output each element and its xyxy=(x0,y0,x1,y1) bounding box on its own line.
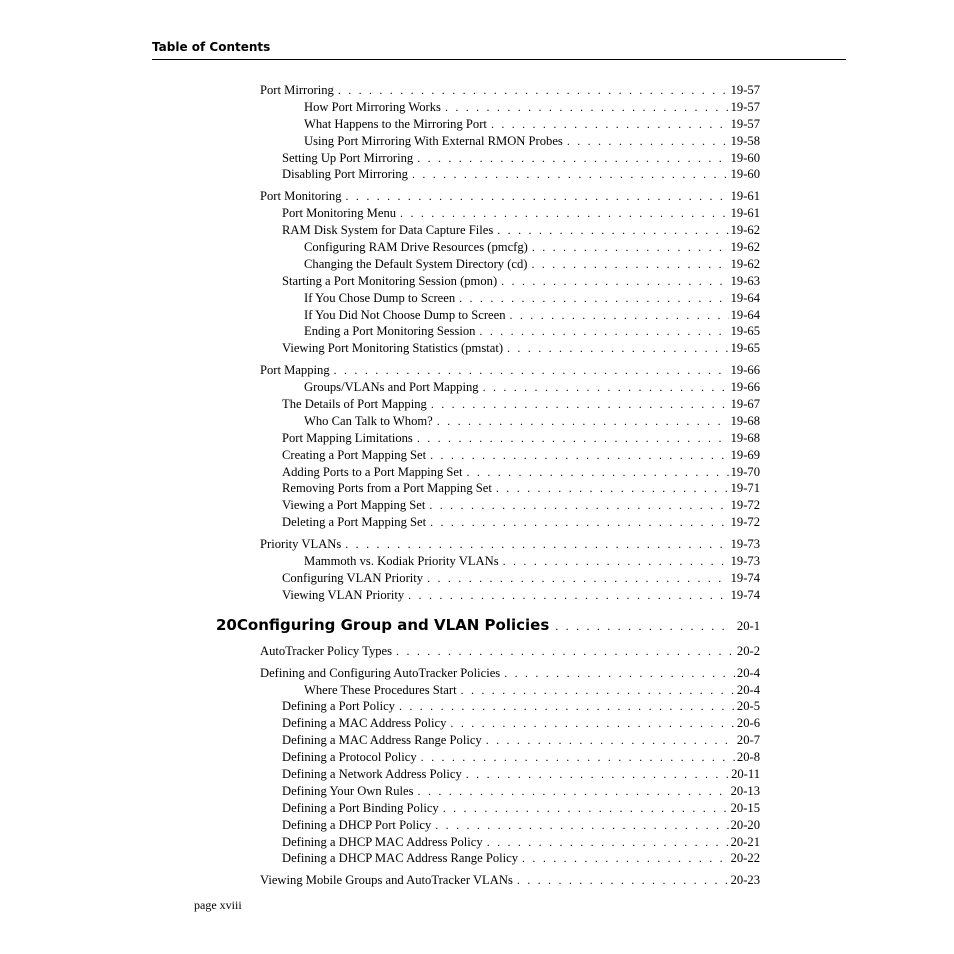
toc-entry[interactable] xyxy=(260,273,760,290)
toc-entry-title: RAM Disk System for Data Capture Files xyxy=(282,223,494,238)
toc-entry[interactable] xyxy=(260,783,760,800)
dot-leader xyxy=(501,273,728,290)
toc-entry-title: Creating a Port Mapping Set xyxy=(282,447,427,462)
dot-leader xyxy=(427,570,729,587)
dot-leader xyxy=(497,222,728,239)
toc-entry-page-number: 19-57 xyxy=(730,116,760,131)
dot-leader xyxy=(430,514,729,531)
dot-leader xyxy=(450,715,734,732)
dot-leader xyxy=(431,396,729,413)
toc-entry[interactable] xyxy=(260,340,760,357)
toc-entry-page-number: 19-74 xyxy=(730,570,760,585)
toc-entry[interactable] xyxy=(260,682,760,699)
table-of-contents xyxy=(216,82,760,894)
toc-entry-title: Port Monitoring Menu xyxy=(282,206,397,221)
toc-entry-title: Deleting a Port Mapping Set xyxy=(282,515,427,530)
toc-entry[interactable] xyxy=(260,817,760,834)
toc-entry-title: Groups/VLANs and Port Mapping xyxy=(304,380,479,395)
dot-leader xyxy=(507,340,729,357)
dot-leader xyxy=(430,447,729,464)
toc-entry-title: Defining a MAC Address Policy xyxy=(282,716,447,731)
toc-entry[interactable] xyxy=(260,256,760,273)
toc-entry[interactable] xyxy=(260,850,760,867)
toc-entry-title: Defining a MAC Address Range Policy xyxy=(282,733,482,748)
toc-entry-page-number: 19-74 xyxy=(730,587,760,602)
dot-leader xyxy=(510,307,729,324)
toc-entry[interactable] xyxy=(260,715,760,732)
toc-entry-title: Configuring RAM Drive Resources (pmcfg) xyxy=(304,240,528,255)
toc-entry-title: Port Mapping xyxy=(260,363,330,378)
toc-entry[interactable] xyxy=(260,133,760,150)
dot-leader xyxy=(532,239,729,256)
toc-entry-page-number: 19-66 xyxy=(730,363,760,378)
dot-leader xyxy=(412,166,729,183)
toc-group xyxy=(260,362,760,531)
toc-entry-page-number: 20-2 xyxy=(736,643,760,658)
toc-entry[interactable] xyxy=(260,536,760,553)
dot-leader xyxy=(417,430,729,447)
toc-entry[interactable] xyxy=(260,430,760,447)
dot-leader xyxy=(503,553,729,570)
chapter-number: 20 xyxy=(216,615,237,634)
toc-entry-page-number: 19-62 xyxy=(730,256,760,271)
toc-entry-page-number: 19-62 xyxy=(730,223,760,238)
dot-leader xyxy=(399,698,735,715)
dot-leader xyxy=(486,732,735,749)
toc-entry[interactable] xyxy=(260,570,760,587)
dot-leader xyxy=(338,82,729,99)
toc-entry-title: Defining a Port Policy xyxy=(282,699,395,714)
toc-entry[interactable] xyxy=(260,379,760,396)
toc-entry[interactable] xyxy=(260,872,760,889)
toc-entry[interactable] xyxy=(260,166,760,183)
dot-leader xyxy=(461,682,735,699)
dot-leader xyxy=(435,817,728,834)
dot-leader xyxy=(443,800,729,817)
toc-group xyxy=(260,188,760,357)
toc-entry-title: How Port Mirroring Works xyxy=(304,99,441,114)
dot-leader xyxy=(517,872,729,889)
dot-leader xyxy=(483,379,729,396)
dot-leader xyxy=(429,497,728,514)
toc-entry[interactable] xyxy=(260,99,760,116)
toc-entry-page-number: 20-15 xyxy=(730,800,760,815)
dot-leader xyxy=(555,614,733,638)
toc-entry-title: Setting Up Port Mirroring xyxy=(282,150,414,165)
toc-group xyxy=(260,643,760,660)
toc-entry[interactable] xyxy=(260,480,760,497)
toc-entry-title: What Happens to the Mirroring Port xyxy=(304,116,487,131)
toc-entry-page-number: 20-13 xyxy=(730,783,760,798)
toc-entry[interactable] xyxy=(260,643,760,660)
toc-entry-page-number: 20-7 xyxy=(736,733,760,748)
toc-entry[interactable] xyxy=(260,116,760,133)
toc-entry[interactable] xyxy=(260,188,760,205)
chapter-page-number: 20-1 xyxy=(736,618,760,633)
toc-entry-page-number: 19-61 xyxy=(730,206,760,221)
toc-entry-title: If You Did Not Choose Dump to Screen xyxy=(304,307,506,322)
toc-entry[interactable] xyxy=(260,497,760,514)
toc-entry-title: Using Port Mirroring With External RMON Probes xyxy=(304,133,563,148)
dot-leader xyxy=(491,116,729,133)
toc-entry-title: Priority VLANs xyxy=(260,537,342,552)
dot-leader xyxy=(345,536,728,553)
toc-entry-title: The Details of Port Mapping xyxy=(282,397,427,412)
toc-entry[interactable] xyxy=(260,698,760,715)
toc-entry-page-number: 19-73 xyxy=(730,537,760,552)
toc-entry-title: Starting a Port Monitoring Session (pmon) xyxy=(282,273,498,288)
toc-entry-title: Defining Your Own Rules xyxy=(282,783,414,798)
dot-leader xyxy=(400,205,729,222)
toc-entry[interactable] xyxy=(260,82,760,99)
toc-entry-page-number: 19-60 xyxy=(730,167,760,182)
toc-entry-title: Where These Procedures Start xyxy=(304,682,457,697)
toc-group xyxy=(260,82,760,183)
toc-entry[interactable] xyxy=(260,150,760,167)
dot-leader xyxy=(466,766,729,783)
toc-entry[interactable] xyxy=(260,323,760,340)
toc-entry-page-number: 20-4 xyxy=(736,665,760,680)
toc-entry-page-number: 20-5 xyxy=(736,699,760,714)
toc-entry-page-number: 19-60 xyxy=(730,150,760,165)
toc-entry-page-number: 19-57 xyxy=(730,83,760,97)
toc-entry-page-number: 20-4 xyxy=(736,682,760,697)
toc-entry-title: Disabling Port Mirroring xyxy=(282,167,408,182)
toc-entry-page-number: 20-11 xyxy=(731,766,760,781)
toc-group xyxy=(260,665,760,868)
dot-leader xyxy=(467,464,729,481)
dot-leader xyxy=(408,587,728,604)
toc-entry[interactable] xyxy=(260,290,760,307)
toc-entry[interactable] xyxy=(260,362,760,379)
toc-entry[interactable] xyxy=(260,665,760,682)
toc-entry-title: Defining a DHCP MAC Address Policy xyxy=(282,834,483,849)
toc-group xyxy=(260,536,760,604)
toc-entry[interactable] xyxy=(260,205,760,222)
toc-entry-title: Defining a Protocol Policy xyxy=(282,750,417,765)
toc-entry-page-number: 19-65 xyxy=(730,324,760,339)
toc-entry-page-number: 19-67 xyxy=(730,397,760,412)
toc-entry-page-number: 19-57 xyxy=(730,99,760,114)
toc-entry-page-number: 20-6 xyxy=(736,716,760,731)
toc-entry-title: Viewing Port Monitoring Statistics (pmstat) xyxy=(282,341,504,356)
toc-entry-page-number: 19-61 xyxy=(730,189,760,204)
toc-entry[interactable] xyxy=(260,396,760,413)
toc-entry-page-number: 20-8 xyxy=(736,750,760,765)
toc-entry[interactable] xyxy=(260,766,760,783)
toc-entry-title: Port Mirroring xyxy=(260,83,334,97)
toc-entry-title: Viewing a Port Mapping Set xyxy=(282,498,426,513)
toc-entry[interactable] xyxy=(260,307,760,324)
dot-leader xyxy=(421,749,735,766)
toc-entry-page-number: 19-68 xyxy=(730,430,760,445)
dot-leader xyxy=(445,99,729,116)
toc-entry-title: Defining a Port Binding Policy xyxy=(282,800,439,815)
dot-leader xyxy=(567,133,729,150)
toc-entry-page-number: 19-64 xyxy=(730,290,760,305)
dot-leader xyxy=(418,783,729,800)
toc-entry-page-number: 19-73 xyxy=(730,554,760,569)
dot-leader xyxy=(496,480,729,497)
dot-leader xyxy=(522,850,729,867)
toc-entry[interactable] xyxy=(260,447,760,464)
dot-leader xyxy=(396,643,735,660)
toc-entry[interactable] xyxy=(260,514,760,531)
toc-entry[interactable] xyxy=(260,222,760,239)
toc-entry[interactable] xyxy=(260,413,760,430)
toc-entry-title: Defining a DHCP Port Policy xyxy=(282,817,432,832)
toc-entry-page-number: 20-20 xyxy=(730,817,760,832)
running-header-title: Table of Contents xyxy=(152,40,271,54)
dot-leader xyxy=(334,362,729,379)
toc-entry[interactable] xyxy=(260,464,760,481)
dot-leader xyxy=(437,413,729,430)
toc-entry-title: Port Monitoring xyxy=(260,189,342,204)
chapter-title: Configuring Group and VLAN Policies xyxy=(236,615,550,634)
toc-entry-page-number: 19-58 xyxy=(730,133,760,148)
dot-leader xyxy=(417,150,728,167)
toc-entry-title: Adding Ports to a Port Mapping Set xyxy=(282,464,463,479)
toc-entry-title: Viewing Mobile Groups and AutoTracker VLANs xyxy=(260,873,513,888)
toc-entry-page-number: 20-21 xyxy=(730,834,760,849)
toc-entry[interactable] xyxy=(260,553,760,570)
toc-entry-page-number: 19-62 xyxy=(730,240,760,255)
toc-entry-page-number: 19-66 xyxy=(730,380,760,395)
toc-entry[interactable] xyxy=(260,749,760,766)
toc-entry-page-number: 19-71 xyxy=(730,481,760,496)
chapter-heading[interactable] xyxy=(216,613,760,637)
toc-entry-title: AutoTracker Policy Types xyxy=(260,643,393,658)
toc-entry-title: Mammoth vs. Kodiak Priority VLANs xyxy=(304,554,499,569)
toc-entry-title: Port Mapping Limitations xyxy=(282,430,413,445)
toc-entry-page-number: 19-63 xyxy=(730,273,760,288)
toc-entry-title: Configuring VLAN Priority xyxy=(282,570,424,585)
toc-entry-title: Ending a Port Monitoring Session xyxy=(304,324,476,339)
toc-entry[interactable] xyxy=(260,732,760,749)
toc-entry-page-number: 19-72 xyxy=(730,515,760,530)
toc-entry-page-number: 20-22 xyxy=(730,851,760,866)
toc-entry-title: If You Chose Dump to Screen xyxy=(304,290,456,305)
toc-entry-page-number: 19-65 xyxy=(730,341,760,356)
toc-section-chapter-20 xyxy=(260,643,760,889)
header-divider xyxy=(152,59,846,60)
toc-entry[interactable] xyxy=(260,800,760,817)
toc-entry-title: Defining a Network Address Policy xyxy=(282,766,462,781)
toc-entry[interactable] xyxy=(260,239,760,256)
toc-group xyxy=(260,872,760,889)
toc-entry-page-number: 19-70 xyxy=(730,464,760,479)
toc-entry-title: Changing the Default System Directory (cd) xyxy=(304,256,528,271)
dot-leader xyxy=(459,290,728,307)
toc-entry-title: Who Can Talk to Whom? xyxy=(304,413,433,428)
toc-entry[interactable] xyxy=(260,587,760,604)
page-number-footer: page xviii xyxy=(194,898,242,912)
toc-entry-page-number: 19-64 xyxy=(730,307,760,322)
dot-leader xyxy=(487,834,729,851)
toc-entry-title: Defining a DHCP MAC Address Range Policy xyxy=(282,851,519,866)
toc-entry-page-number: 20-23 xyxy=(730,873,760,888)
toc-entry-page-number: 19-69 xyxy=(730,447,760,462)
toc-entry-title: Defining and Configuring AutoTracker Policies xyxy=(260,665,501,680)
toc-section-chapter-19 xyxy=(260,82,760,604)
dot-leader xyxy=(346,188,729,205)
dot-leader xyxy=(504,665,735,682)
toc-entry-page-number: 19-72 xyxy=(730,498,760,513)
toc-entry-page-number: 19-68 xyxy=(730,413,760,428)
dot-leader xyxy=(479,323,728,340)
toc-entry[interactable] xyxy=(260,834,760,851)
toc-entry-title: Removing Ports from a Port Mapping Set xyxy=(282,481,492,496)
dot-leader xyxy=(531,256,728,273)
toc-entry-title: Viewing VLAN Priority xyxy=(282,587,405,602)
